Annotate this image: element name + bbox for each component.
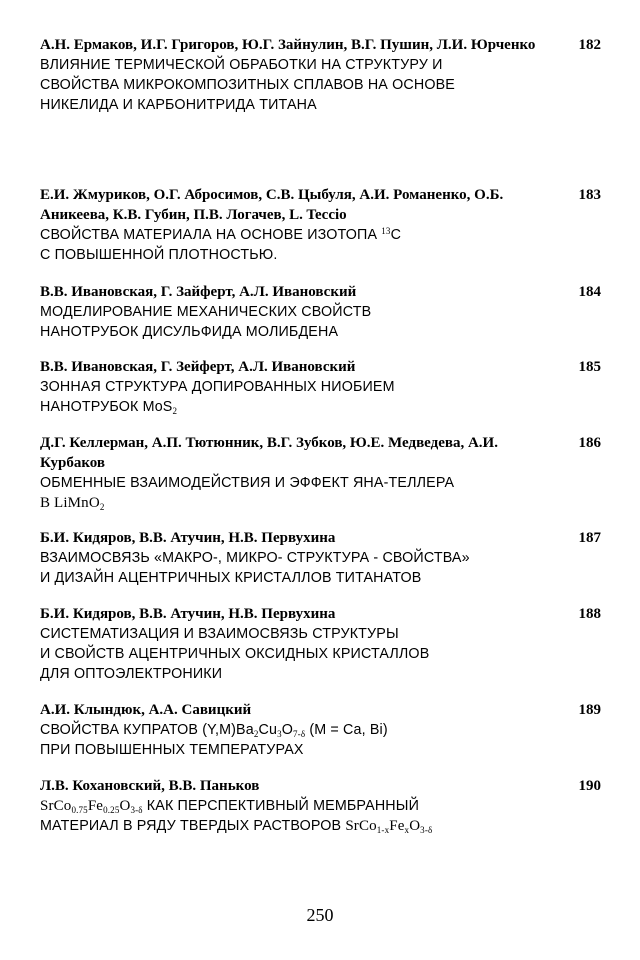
entry-title xyxy=(40,796,580,836)
entry-title xyxy=(40,302,580,342)
entry-page-number: 190 xyxy=(578,778,601,794)
entry-page-number: 182 xyxy=(578,37,601,53)
toc-entry xyxy=(40,433,600,513)
toc-entry xyxy=(40,185,600,265)
entry-authors: А.Н. Ермаков, И.Г. Григоров, Ю.Г. Зайнулин, В.Г. Пушин, Л.И. Юрченко xyxy=(40,37,536,53)
entry-authors: Д.Г. Келлерман, А.П. Тютюнник, В.Г. Зубков, Ю.Е. Медведева, А.И. Курбаков xyxy=(40,435,498,471)
title-line: ВЛИЯНИЕ ТЕРМИЧЕСКОЙ ОБРАБОТКИ НА СТРУКТУРУ И xyxy=(40,57,443,73)
entry-title xyxy=(40,473,580,513)
title-line: ПРИ ПОВЫШЕННЫХ ТЕМПЕРАТУРАХ xyxy=(40,742,304,758)
entry-authors: В.В. Ивановская, Г. Зайферт, А.Л. Ивановский xyxy=(40,284,357,300)
title-line: МАТЕРИАЛ В РЯДУ ТВЕРДЫХ РАСТВОРОВ $SrCo_{1-x}Fe_xO_{3-\delta}$ xyxy=(40,818,433,835)
entry-authors: Б.И. Кидяров, В.В. Атучин, Н.В. Первухина xyxy=(40,606,336,622)
toc-entry xyxy=(40,528,600,588)
title-line: НАНОТРУБОК ДИСУЛЬФИДА МОЛИБДЕНА xyxy=(40,324,339,340)
footer-page-number: 250 xyxy=(306,905,334,925)
title-line: С ПОВЫШЕННОЙ ПЛОТНОСТЬЮ. xyxy=(40,247,278,263)
entry-title xyxy=(40,377,580,417)
title-line: НИКЕЛИДА И КАРБОНИТРИДА ТИТАНА xyxy=(40,97,317,113)
entry-authors: А.И. Клындюк, А.А. Савицкий xyxy=(40,702,252,718)
entry-authors: В.В. Ивановская, Г. Зейферт, А.Л. Ивановский xyxy=(40,359,356,375)
toc-entry xyxy=(40,604,600,684)
entry-authors: Е.И. Жмуриков, О.Г. Абросимов, С.В. Цыбуля, А.И. Романенко, О.Б. Аникеева, К.В. Губин, П.В. Логачев, L. Teccio xyxy=(40,187,504,223)
entry-authors: Л.В. Кохановский, В.В. Паньков xyxy=(40,778,260,794)
entry-authors: Б.И. Кидяров, В.В. Атучин, Н.В. Первухина xyxy=(40,530,336,546)
entry-title xyxy=(40,55,580,115)
entry-page-number: 189 xyxy=(578,702,601,718)
entry-title xyxy=(40,548,580,588)
entry-page-number: 186 xyxy=(578,435,601,451)
toc-entry xyxy=(40,776,600,836)
title-line: МОДЕЛИРОВАНИЕ МЕХАНИЧЕСКИХ СВОЙСТВ xyxy=(40,304,372,320)
title-line: $SrCo_{0.75}Fe_{0.25}O_{3-\delta}$ КАК ПЕРСПЕКТИВНЫЙ МЕМБРАННЫЙ xyxy=(40,798,420,815)
title-line: ДЛЯ ОПТОЭЛЕКТРОНИКИ xyxy=(40,666,223,682)
title-line: ВЗАИМОСВЯЗЬ «МАКРО-, МИКРО- СТРУКТУРА - СВОЙСТВА» xyxy=(40,550,470,566)
toc-entry xyxy=(40,357,600,417)
entry-page-number: 184 xyxy=(578,284,601,300)
entry-title xyxy=(40,720,580,760)
entry-page-number: 183 xyxy=(578,187,601,203)
title-line: И СВОЙСТВ АЦЕНТРИЧНЫХ ОКСИДНЫХ КРИСТАЛЛОВ xyxy=(40,646,430,662)
entry-title xyxy=(40,624,580,684)
toc-entry xyxy=(40,700,600,760)
title-line: ЗОННАЯ СТРУКТУРА ДОПИРОВАННЫХ НИОБИЕМ xyxy=(40,379,395,395)
title-line: И ДИЗАЙН АЦЕНТРИЧНЫХ КРИСТАЛЛОВ ТИТАНАТОВ xyxy=(40,570,422,586)
title-line: СВОЙСТВА КУПРАТОВ $(Y,M)Ba_2Cu_3O_{7-\delta}$ (M = Ca, Bi) xyxy=(40,722,388,739)
title-line: СВОЙСТВА МАТЕРИАЛА НА ОСНОВЕ ИЗОТОПА $^{13}$С xyxy=(40,226,402,243)
toc-entry xyxy=(40,35,600,115)
title-line: ОБМЕННЫЕ ВЗАИМОДЕЙСТВИЯ И ЭФФЕКТ ЯНА-ТЕЛЛЕРА xyxy=(40,475,455,491)
title-line: НАНОТРУБОК MoS$_2$ xyxy=(40,399,178,416)
entry-page-number: 185 xyxy=(578,359,601,375)
title-line: СИСТЕМАТИЗАЦИЯ И ВЗАИМОСВЯЗЬ СТРУКТУРЫ xyxy=(40,626,399,642)
title-line: В LiMnO$_2$ xyxy=(40,495,105,512)
toc-entry xyxy=(40,282,600,342)
entry-title xyxy=(40,225,580,265)
entry-page-number: 188 xyxy=(578,606,601,622)
title-line: СВОЙСТВА МИКРОКОМПОЗИТНЫХ СПЛАВОВ НА ОСНОВЕ xyxy=(40,77,455,93)
entry-page-number: 187 xyxy=(578,530,601,546)
